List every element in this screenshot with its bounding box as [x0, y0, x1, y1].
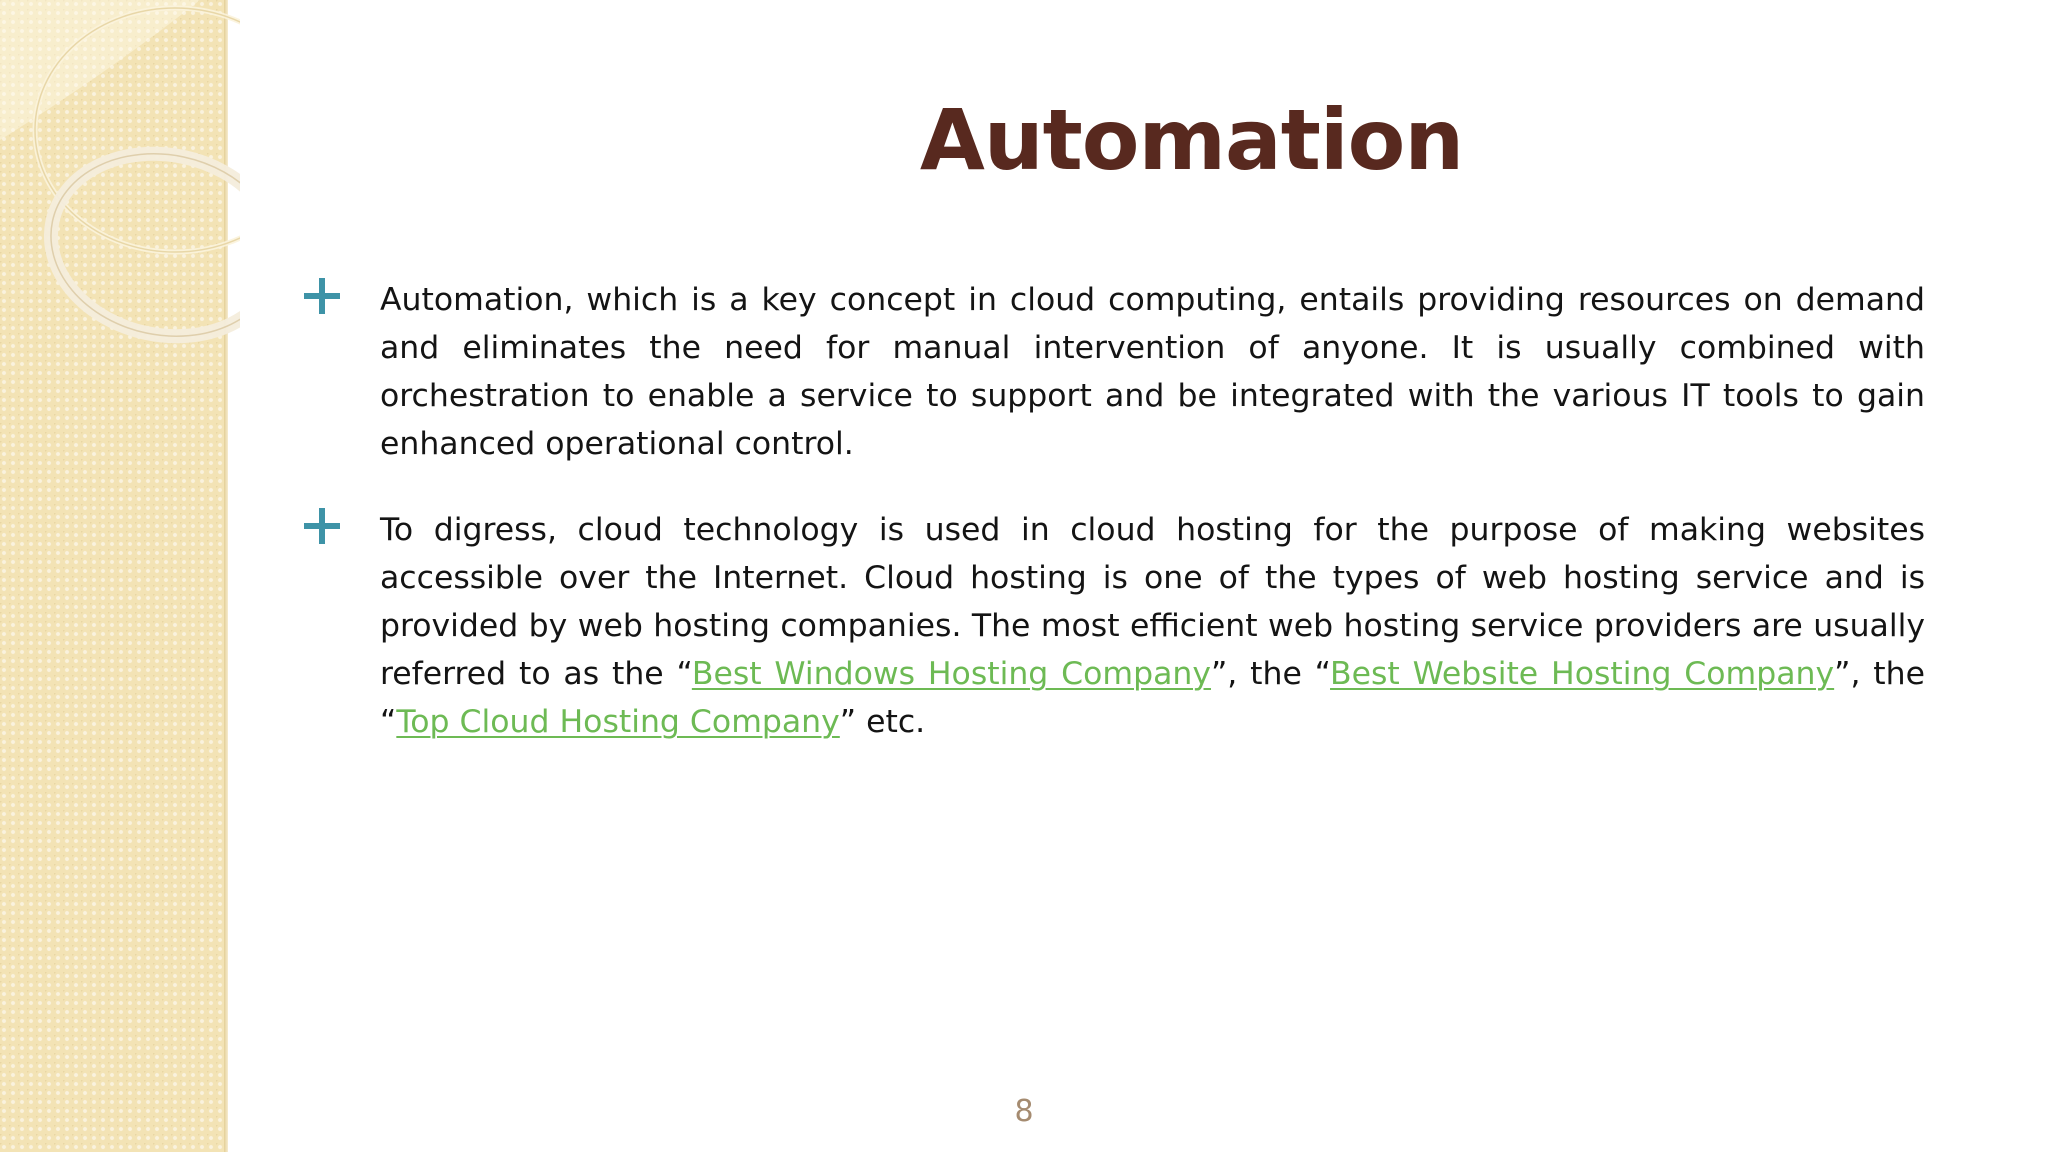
top-cloud-hosting-link[interactable]: Top Cloud Hosting Company [396, 704, 840, 740]
swirl-ornament-icon [0, 0, 240, 400]
page-number: 8 [1014, 1094, 1034, 1129]
slide-title: Automation [919, 91, 1464, 189]
plus-icon [300, 274, 344, 318]
bullet-text-2-sep-2: ”, the “ [380, 656, 1925, 740]
bullet-text-2-outro: ” etc. [839, 704, 926, 740]
bullet-list [300, 276, 1925, 784]
best-windows-hosting-link[interactable]: Best Windows Hosting Company [691, 656, 1211, 692]
plus-icon [300, 504, 344, 548]
bullet-item-2 [300, 506, 1925, 746]
bullet-item-1 [300, 276, 1925, 468]
bullet-text-1: Automation, which is a key concept in cloud computing, entails providing resources on demand and eliminates the need for manual intervention of anyone. It is usually combined with orchestration to enable a service to support and be integrated with the various IT tools to gain enhanced operational control. [380, 282, 1925, 462]
best-website-hosting-link[interactable]: Best Website Hosting Company [1330, 656, 1835, 692]
bullet-text-2-sep-1: ”, the “ [1210, 656, 1331, 692]
bullet-text-2-intro: To digress, cloud technology is used in cloud hosting for the purpose of making websites accessible over the Internet. Cloud hosting is one of the types of web hosting service and is provided by web hosting companies. The most efficient web hosting service providers are usually referred to as the “ [380, 512, 1925, 692]
bullet-text-2 [380, 506, 1925, 746]
